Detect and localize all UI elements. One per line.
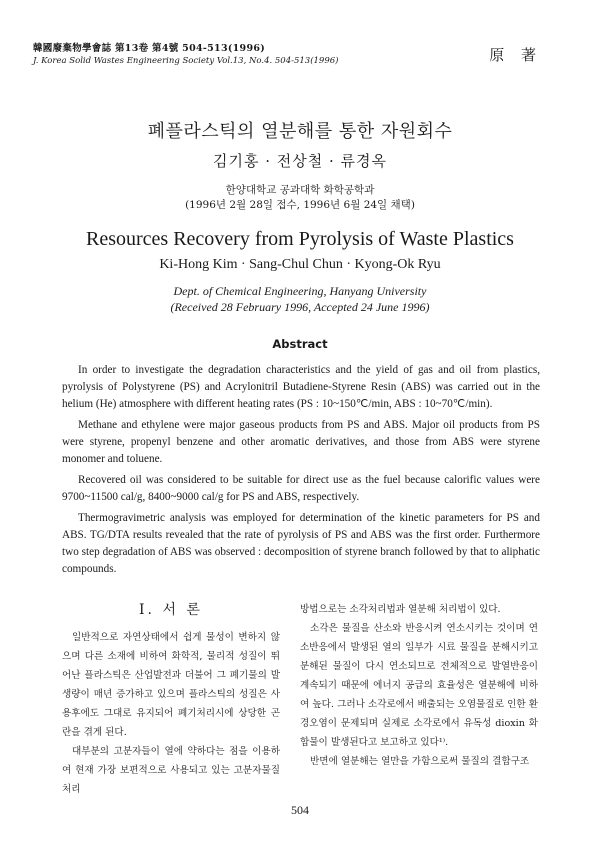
journal-line-english: J. Korea Solid Wastes Engineering Society Vol.13, No.4. 504-513(1996) bbox=[33, 56, 339, 66]
journal-header bbox=[33, 42, 338, 68]
body-paragraph-continued: 방법으로는 소각처리법과 열분해 처리법이 있다. bbox=[300, 604, 501, 615]
body-paragraph: 일반적으로 자연상태에서 쉽게 물성이 변하지 않으며 다른 소재에 비하여 화학적, 물리적 성질이 뛰어난 플라스틱은 산업발전과 더불어 그 폐기물의 발생량이 매년 증가하고 있으며 플라스틱의 성질은 사용후에도 그대로 유지되어 폐기처리시에 상당한 곤란을 겪게 된다. bbox=[62, 632, 280, 738]
section-heading-introduction: Ⅰ. 서 론 bbox=[139, 602, 203, 618]
dates-korean: (1996년 2월 28일 접수, 1996년 6월 24일 채택) bbox=[185, 199, 415, 211]
authors-english: Ki-Hong Kim · Sang-Chul Chun · Kyong-Ok Ryu bbox=[159, 257, 441, 272]
body-right-column bbox=[300, 600, 538, 771]
affiliation-korean: 한양대학교 공과대학 화학공학과 bbox=[225, 184, 375, 196]
body-left-column bbox=[62, 600, 280, 799]
article-type-label: 原 著 bbox=[489, 46, 542, 64]
abstract-body bbox=[62, 362, 540, 582]
affiliation-english: Dept. of Chemical Engineering, Hanyang University bbox=[173, 284, 427, 298]
title-english: Resources Recovery from Pyrolysis of Waste Plastics bbox=[86, 228, 514, 250]
page-number: 504 bbox=[291, 803, 309, 817]
abstract-paragraph: Recovered oil was considered to be suitable for direct use as the fuel because calorific values were 9700~11500 cal/g, 8400~9000 cal/g for PS and ABS, respectively. bbox=[62, 474, 540, 503]
body-paragraph: 대부분의 고분자들이 열에 약하다는 점을 이용하여 현재 가장 보편적으로 사용되고 있는 고분자물질 처리 bbox=[62, 746, 280, 795]
dates-english: (Received 28 February 1996, Accepted 24 June 1996) bbox=[170, 300, 430, 314]
abstract-paragraph: Thermogravimetric analysis was employed for determination of the kinetic parameters for PS and ABS. TG/DTA results revealed that the rate of pyrolysis of PS and ABS was the first order. Furthermore two step degradation of ABS was observed : decomposition of styrene branch followed by that to aliphatic compounds. bbox=[62, 512, 540, 575]
abstract-paragraph: Methane and ethylene were major gaseous products from PS and ABS. Major oil products from PS were styrene, propenyl benzene and other aromatic derivatives, and those from ABS were styrene monomer and toluene. bbox=[62, 419, 540, 465]
body-paragraph: 소각은 물질을 산소와 반응시켜 연소시키는 것이며 연소반응에서 발생된 열의 일부가 시료 물질을 분해시키고 분해된 물질이 다시 연소되므로 전체적으로 발열반응이 계속되기 때문에 에너지 공급의 효율성은 열분해에 비하여 높다. 그러나 소각로에서 배출되는 오염물질로 인한 환경오염이 문제되며 실제로 소각로에서 유독성 dioxin 화합물이 발생된다고 보고하고 있다¹⁾. bbox=[300, 623, 538, 748]
title-korean: 폐플라스틱의 열분해를 통한 자원회수 bbox=[147, 121, 453, 142]
body-paragraph: 반면에 열분해는 열만을 가함으로써 물질의 결합구조 bbox=[310, 756, 530, 767]
journal-line-korean: 韓國廢棄物學會誌 第13卷 第4號 504-513(1996) bbox=[33, 43, 266, 54]
affiliation-english-block bbox=[0, 283, 600, 315]
abstract-heading: Abstract bbox=[272, 337, 328, 351]
abstract-paragraph: In order to investigate the degradation characteristics and the yield of gas and oil from plastics, pyrolysis of Polystyrene (PS) and Acrylonitril Butadiene-Styrene Resin (ABS) was carried out in the helium (He) atmosphere with different heating rates (PS : 10~150℃/min, ABS : 10~70℃/min). bbox=[62, 364, 540, 410]
authors-korean: 김기홍 · 전상철 · 류경옥 bbox=[212, 152, 388, 170]
